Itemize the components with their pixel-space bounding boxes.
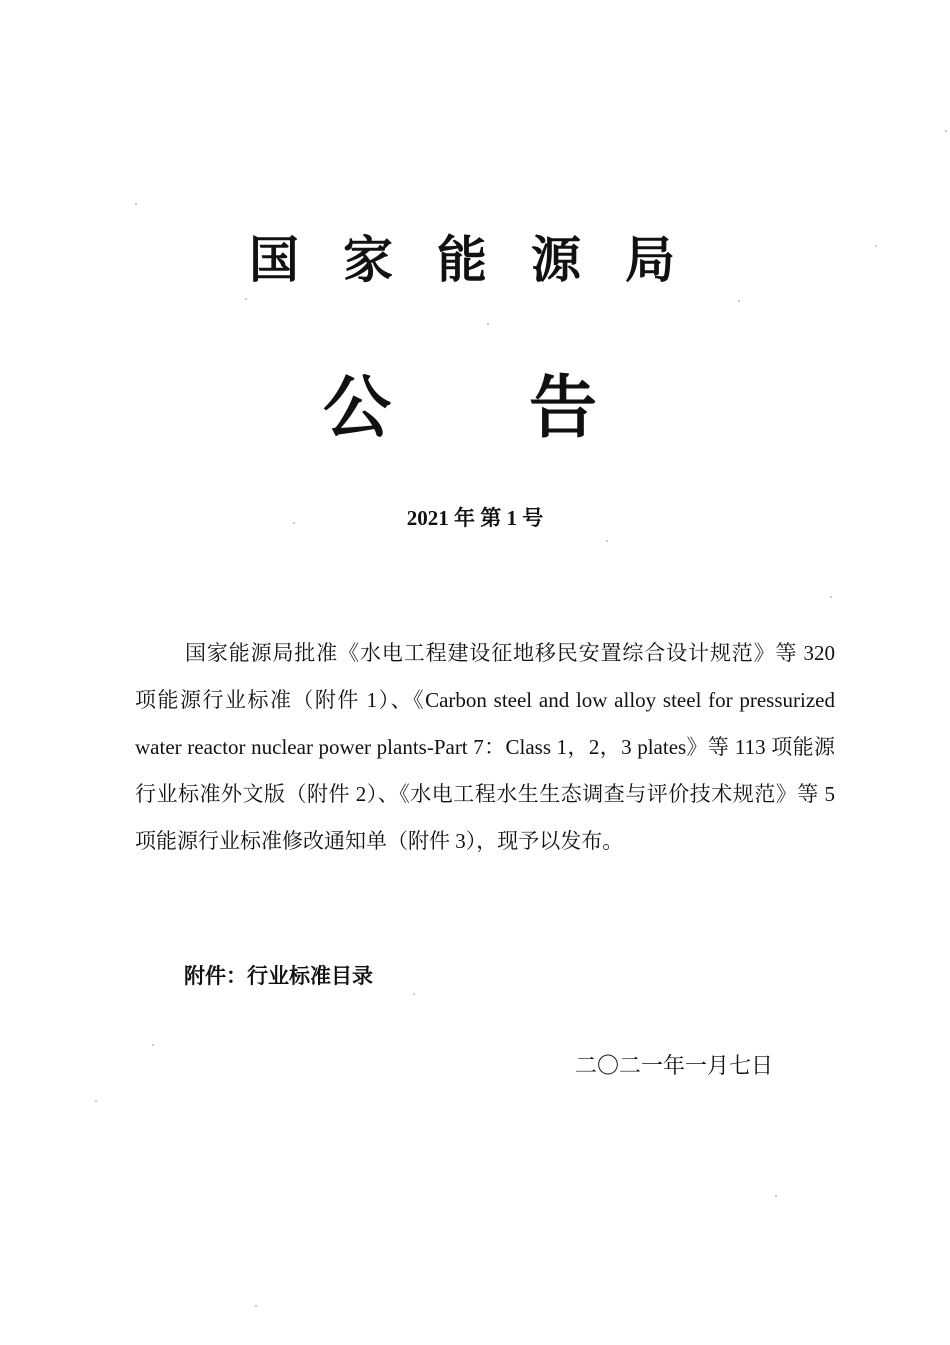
scan-speck [738, 300, 740, 302]
scan-speck [945, 130, 947, 132]
scan-speck [135, 203, 137, 205]
scan-speck [487, 323, 489, 325]
scan-speck [245, 298, 247, 300]
attachment-note: 附件：行业标准目录 [184, 964, 373, 988]
scan-speck [775, 1195, 777, 1197]
agency-title: 国家能源局 [249, 230, 719, 289]
scan-speck [830, 596, 832, 598]
scan-speck [255, 1305, 257, 1307]
scan-speck [95, 1100, 97, 1102]
announcement-body: 国家能源局批准《水电工程建设征地移民安置综合设计规范》等 320 项能源行业标准（附件 1）、《Carbon steel and low alloy steel for pressurized water reactor nuclear power plants-Part 7：Class 1，2，3 plates》等 113 项能源行业标准外文版（附件 2）、《水电工程水生生态调查与评价技术规范》等 5 项能源行业标准修改通知单（附件 3），现予以发布。 [135, 641, 835, 853]
document-number: 2021 年 第 1 号 [406, 506, 544, 530]
scan-speck [152, 1044, 154, 1046]
document-type-heading: 公告 [322, 368, 735, 448]
scan-speck [606, 540, 608, 542]
issue-date: 二〇二一年一月七日 [575, 1053, 774, 1078]
scan-speck [413, 993, 415, 995]
